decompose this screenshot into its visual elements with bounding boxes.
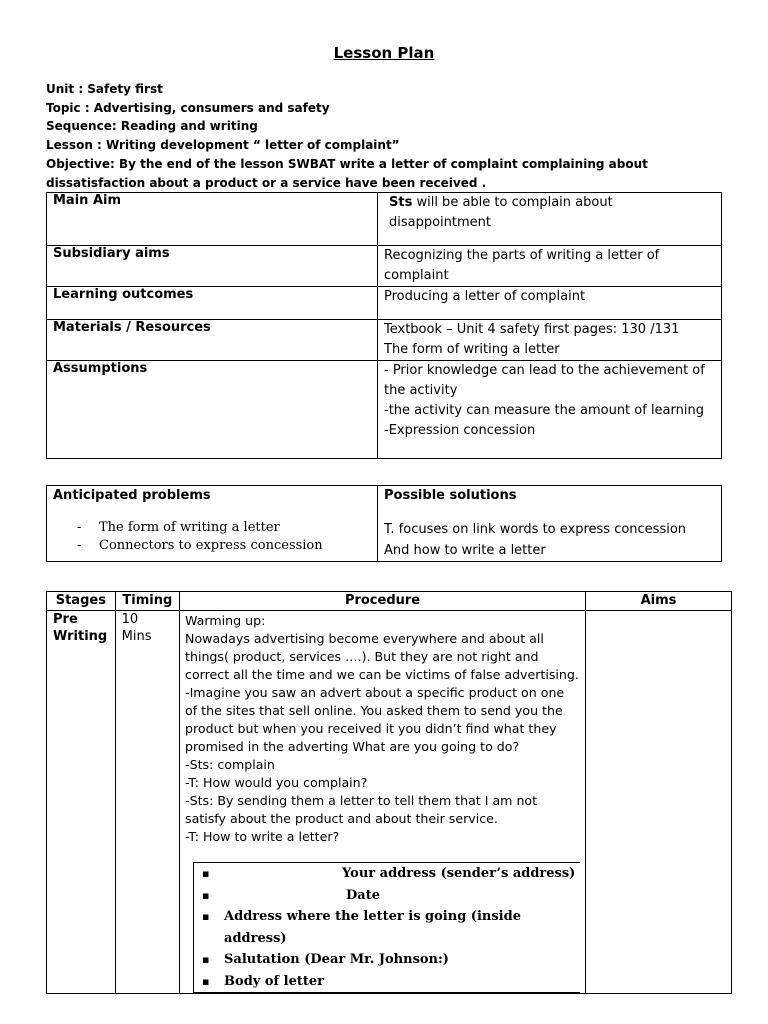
- procedure-line: promised in the adverting What are you going to do?: [185, 739, 520, 754]
- letter-parts-list: [193, 862, 580, 993]
- procedure-line: Warming up:: [185, 613, 266, 628]
- column-header-stages: Stages: [47, 592, 116, 611]
- problems-list: [53, 519, 371, 555]
- solutions-list: [384, 519, 715, 561]
- table-row: [47, 361, 722, 459]
- timing-text: Mins: [121, 629, 152, 644]
- table-row: [47, 287, 722, 320]
- main-aim-value: [378, 193, 722, 246]
- procedure-line: of the sites that sell online. You asked them to send you the: [185, 703, 563, 718]
- assumption-line: -Expression concession: [384, 423, 536, 438]
- problems-cell: [47, 486, 378, 562]
- materials-label: Materials / Resources: [47, 320, 378, 361]
- list-item: T. focuses on link words to express concession: [384, 522, 687, 537]
- lesson-header: [46, 80, 726, 192]
- procedure-line: product but when you received it you didn’t find what they: [185, 721, 557, 736]
- assumption-line: -the activity can measure the amount of learning: [384, 403, 704, 418]
- stage-cell: [47, 611, 116, 994]
- problems-header: Anticipated problems: [53, 488, 211, 503]
- procedure-line: -Imagine you saw an advert about a specific product on one: [185, 685, 565, 700]
- list-item: ▪ Address where the letter is going (inside address): [202, 906, 580, 949]
- procedure-line: -T: How would you complain?: [185, 775, 368, 790]
- column-header-timing: Timing: [115, 592, 179, 611]
- main-aim-lead: Sts: [389, 195, 413, 210]
- problems-table: [46, 485, 722, 562]
- column-header-aims: Aims: [586, 592, 732, 611]
- procedure-line: satisfy about the product and about their service.: [185, 811, 498, 826]
- procedure-line: -T: How to write a letter?: [185, 829, 340, 844]
- materials-line: The form of writing a letter: [384, 342, 560, 357]
- assumptions-label: Assumptions: [47, 361, 378, 459]
- aims-cell: [586, 611, 732, 994]
- materials-line: Textbook – Unit 4 safety first pages: 130 /131: [384, 322, 680, 337]
- list-item: ▪ Date: [202, 885, 580, 907]
- list-item: - The form of writing a letter: [77, 520, 280, 535]
- table-header-row: [47, 592, 732, 611]
- aims-table: [46, 192, 722, 459]
- solutions-cell: [378, 486, 722, 562]
- lesson-line: Lesson : Writing development “ letter of complaint”: [46, 138, 400, 153]
- table-row: [47, 193, 722, 246]
- stage-text: Pre: [53, 612, 78, 627]
- table-row: [47, 611, 732, 994]
- objective-line: Objective: By the end of the lesson SWBAT write a letter of complaint complaining about dissatisfaction about a product or a service have been received .: [46, 156, 648, 190]
- procedure-table: [46, 591, 732, 994]
- timing-text: 10: [121, 612, 139, 627]
- table-row: [47, 486, 722, 562]
- column-header-procedure: Procedure: [180, 592, 586, 611]
- page-title: Lesson Plan: [333, 44, 435, 62]
- main-aim-text: will be able to complain about disappointment: [389, 195, 613, 230]
- learning-outcomes-label: Learning outcomes: [47, 287, 378, 320]
- subsidiary-aims-value: Recognizing the parts of writing a letter of complaint: [378, 246, 722, 287]
- table-row: [47, 320, 722, 361]
- solutions-header: Possible solutions: [384, 488, 517, 503]
- materials-value: [378, 320, 722, 361]
- list-item: ▪ Body of letter: [202, 971, 580, 993]
- list-item: ▪ Salutation (Dear Mr. Johnson:): [202, 949, 580, 971]
- subsidiary-aims-label: Subsidiary aims: [47, 246, 378, 287]
- procedure-line: Nowadays advertising become everywhere and about all: [185, 631, 544, 646]
- procedure-cell: [180, 611, 586, 994]
- procedure-line: correct all the time and we can be victims of false advertising.: [185, 667, 579, 682]
- assumption-line: - Prior knowledge can lead to the achievement of the activity: [384, 363, 705, 398]
- procedure-line: things( product, services ….). But they are not right and: [185, 649, 539, 664]
- list-item: And how to write a letter: [384, 543, 546, 558]
- topic-line: Topic : Advertising, consumers and safety: [46, 100, 330, 115]
- stage-text: Writing: [53, 629, 108, 644]
- timing-cell: [115, 611, 179, 994]
- assumptions-value: [378, 361, 722, 459]
- procedure-line: -Sts: complain: [185, 757, 275, 772]
- unit-line: Unit : Safety first: [46, 82, 163, 96]
- list-item: ▪ Your address (sender’s address): [202, 863, 580, 885]
- list-item: - Connectors to express concession: [77, 538, 323, 553]
- learning-outcomes-value: Producing a letter of complaint: [378, 287, 722, 320]
- procedure-line: -Sts: By sending them a letter to tell them that I am not: [185, 793, 538, 808]
- table-row: [47, 246, 722, 287]
- main-aim-label: Main Aim: [47, 193, 378, 246]
- sequence-line: Sequence: Reading and writing: [46, 119, 258, 134]
